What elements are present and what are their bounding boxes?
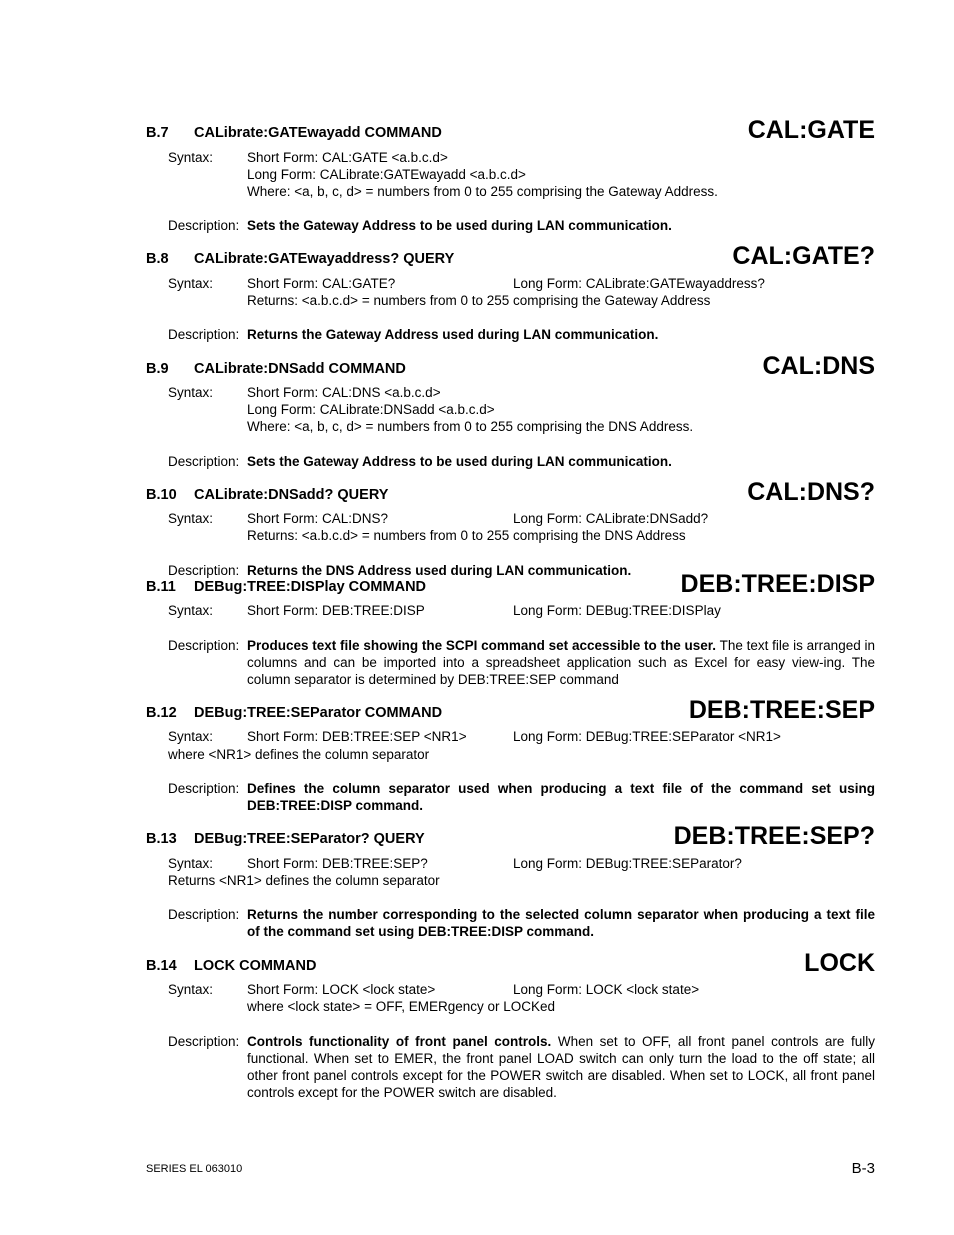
description-text <box>247 453 875 470</box>
command-mnemonic: DEB:TREE:DISP <box>680 570 875 598</box>
section-title: DEBug:TREE:SEParator? QUERY <box>194 831 425 847</box>
section-title: CALibrate:GATEwayaddress? QUERY <box>194 251 455 267</box>
long-form: Long Form: DEBug:TREE:SEParator <NR1> <box>513 729 781 744</box>
section-heading-b8 <box>146 251 454 267</box>
returns-text: Returns <NR1> defines the column separator <box>168 873 440 888</box>
short-form: Short Form: CAL:DNS? <box>247 511 389 526</box>
description-text <box>247 780 875 814</box>
section-title: CALibrate:DNSadd COMMAND <box>194 361 406 377</box>
long-form: Long Form: DEBug:TREE:DISPlay <box>513 603 721 618</box>
description-bold: Returns the DNS Address used during LAN communication. <box>247 563 632 578</box>
description-label: Description: <box>168 218 240 233</box>
command-mnemonic: CAL:DNS <box>762 352 875 380</box>
short-form: Short Form: CAL:GATE <a.b.c.d> <box>247 150 448 165</box>
description-bold: Returns the number corresponding to the selected column separator when producing a text file of the command set using DEB:TREE:DISP command. <box>247 907 875 939</box>
description-label: Description: <box>168 1034 240 1049</box>
description-bold: Sets the Gateway Address to be used during LAN communication. <box>247 218 672 233</box>
syntax-label: Syntax: <box>168 729 214 744</box>
syntax-label: Syntax: <box>168 511 214 526</box>
returns-text: Returns: <a.b.c.d> = numbers from 0 to 255 comprising the DNS Address <box>247 528 686 543</box>
section-title: LOCK COMMAND <box>194 958 317 974</box>
syntax-label: Syntax: <box>168 385 214 400</box>
syntax-label: Syntax: <box>168 982 214 997</box>
command-mnemonic: CAL:GATE? <box>732 242 875 270</box>
long-form: Long Form: CALibrate:DNSadd <a.b.c.d> <box>247 402 495 417</box>
description-bold: Defines the column separator used when producing a text file of the command set using DEB:TREE:DISP command. <box>247 781 875 813</box>
command-mnemonic: DEB:TREE:SEP <box>688 696 875 724</box>
section-title: DEBug:TREE:SEParator COMMAND <box>194 705 443 721</box>
syntax-label: Syntax: <box>168 150 214 165</box>
description-label: Description: <box>168 781 240 796</box>
description-bold: Returns the Gateway Address used during LAN communication. <box>247 327 659 342</box>
command-mnemonic: DEB:TREE:SEP? <box>673 822 875 850</box>
short-form: Short Form: DEB:TREE:SEP? <box>247 856 428 871</box>
section-title: DEBug:TREE:DISPlay COMMAND <box>194 579 427 595</box>
short-form: Short Form: LOCK <lock state> <box>247 982 436 997</box>
short-form: Short Form: DEB:TREE:SEP <NR1> <box>247 729 467 744</box>
description-rest: The text file is arranged in columns and can be imported into a spreadsheet application such as Excel for easy view-ing. The column separator is determined by DEB:TREE:SEP command <box>247 638 875 687</box>
short-form: Short Form: DEB:TREE:DISP <box>247 603 425 618</box>
long-form: Long Form: DEBug:TREE:SEParator? <box>513 856 742 871</box>
section-heading-b11 <box>146 579 426 595</box>
where-text: Where: <a, b, c, d> = numbers from 0 to 255 comprising the DNS Address. <box>247 419 694 434</box>
description-label: Description: <box>168 327 240 342</box>
command-mnemonic: LOCK <box>804 949 875 977</box>
description-label: Description: <box>168 563 240 578</box>
description-label: Description: <box>168 454 240 469</box>
description-label: Description: <box>168 907 240 922</box>
where-text: Where: <a, b, c, d> = numbers from 0 to 255 comprising the Gateway Address. <box>247 184 718 199</box>
description-text <box>247 637 875 688</box>
where-text: where <lock state> = OFF, EMERgency or LOCKed <box>247 999 556 1014</box>
page-number: B-3 <box>851 1160 875 1177</box>
short-form: Short Form: CAL:DNS <a.b.c.d> <box>247 385 441 400</box>
section-number: B.14 <box>146 958 177 974</box>
section-heading-b10 <box>146 487 388 503</box>
description-text <box>247 326 875 343</box>
description-text <box>247 906 875 940</box>
long-form: Long Form: CALibrate:DNSadd? <box>513 511 709 526</box>
section-title: CALibrate:GATEwayadd COMMAND <box>194 125 442 141</box>
section-number: B.7 <box>146 125 169 141</box>
short-form: Short Form: CAL:GATE? <box>247 276 396 291</box>
syntax-label: Syntax: <box>168 603 214 618</box>
description-bold: Produces text file showing the SCPI command set accessible to the user. <box>247 638 717 653</box>
description-text <box>247 1033 875 1101</box>
section-title: CALibrate:DNSadd? QUERY <box>194 487 389 503</box>
command-mnemonic: CAL:DNS? <box>747 478 875 506</box>
section-heading-b14 <box>146 958 316 974</box>
description-label: Description: <box>168 638 240 653</box>
section-number: B.11 <box>146 579 176 595</box>
footer-series: SERIES EL 063010 <box>146 1163 243 1175</box>
long-form: Long Form: CALibrate:GATEwayadd <a.b.c.d> <box>247 167 526 182</box>
syntax-label: Syntax: <box>168 276 214 291</box>
section-heading-b9 <box>146 361 406 377</box>
long-form: Long Form: CALibrate:GATEwayaddress? <box>513 276 765 291</box>
section-number: B.8 <box>146 251 169 267</box>
description-bold: Controls functionality of front panel controls. <box>247 1034 552 1049</box>
command-mnemonic: CAL:GATE <box>747 116 875 144</box>
section-heading-b13 <box>146 831 425 847</box>
section-number: B.13 <box>146 831 177 847</box>
description-rest: When set to OFF, all front panel controls are fully functional. When set to EMER, the front panel LOAD switch can only turn the load to the off state; all other front panel controls except for the POWER switch are disabled. When set to LOCK, all front panel controls except for the POWER switch are disabled. <box>247 1034 875 1100</box>
section-heading-b12 <box>146 705 442 721</box>
description-bold: Sets the Gateway Address to be used during LAN communication. <box>247 454 672 469</box>
description-text <box>247 217 875 234</box>
section-number: B.10 <box>146 487 177 503</box>
section-heading-b7 <box>146 125 442 141</box>
section-number: B.9 <box>146 361 169 377</box>
long-form: Long Form: LOCK <lock state> <box>513 982 700 997</box>
syntax-label: Syntax: <box>168 856 214 871</box>
where-text: where <NR1> defines the column separator <box>168 747 430 762</box>
section-number: B.12 <box>146 705 177 721</box>
returns-text: Returns: <a.b.c.d> = numbers from 0 to 255 comprising the Gateway Address <box>247 293 711 308</box>
